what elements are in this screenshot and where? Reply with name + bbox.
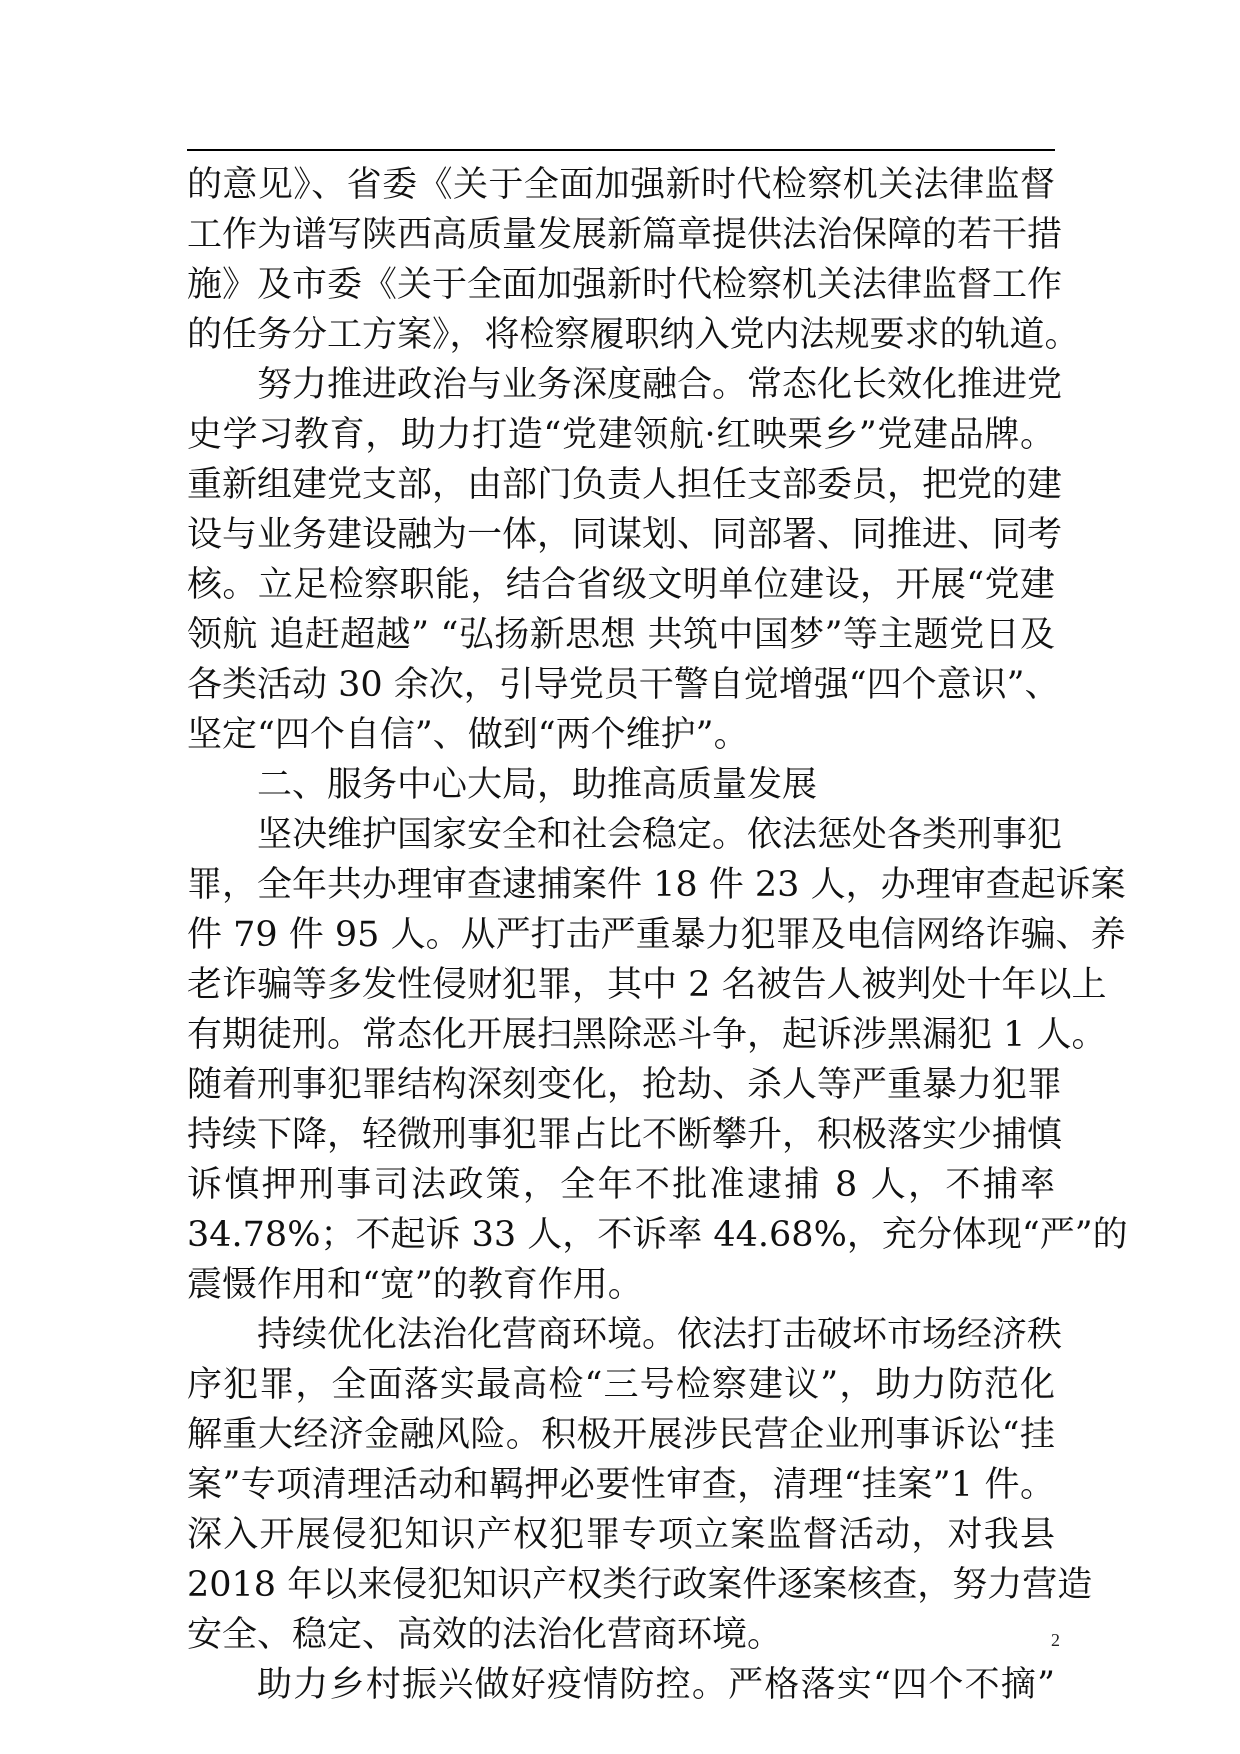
text-line: 坚决维护国家安全和社会稳定。依法惩处各类刑事犯: [257, 815, 1063, 855]
text-line: 的意见》、省委《关于全面加强新时代检察机关法律监督: [187, 165, 1055, 205]
text-line: 坚定“四个自信”、做到“两个维护”。: [187, 715, 749, 755]
text-line: 领航 追赶超越” “弘扬新思想 共筑中国梦”等主题党日及: [187, 615, 1055, 655]
text-line: 工作为谱写陕西高质量发展新篇章提供法治保障的若干措: [187, 215, 1063, 255]
text-line: 的任务分工方案》，将检察履职纳入党内法规要求的轨道。: [187, 315, 1080, 355]
paragraph: [187, 1310, 1093, 1660]
text-line: 诉慎押刑事司法政策，全年不批准逮捕 8 人，不捕率: [187, 1165, 1055, 1205]
paragraph: [187, 160, 1080, 360]
text-line: 助力乡村振兴做好疫情防控。严格落实“四个不摘”: [257, 1665, 1055, 1705]
page-number: 2: [1051, 1630, 1060, 1650]
paragraph: [187, 360, 1063, 760]
text-line: 件 79 件 95 人。从严打击严重暴力犯罪及电信网络诈骗、养: [187, 915, 1126, 955]
text-line: 震慑作用和“宽”的教育作用。: [187, 1265, 643, 1305]
text-line: 努力推进政治与业务深度融合。常态化长效化推进党: [257, 365, 1063, 405]
text-line: 解重大经济金融风险。积极开展涉民营企业刑事诉讼“挂: [187, 1415, 1055, 1455]
text-line: 序犯罪，全面落实最高检“三号检察建议”，助力防范化: [187, 1365, 1055, 1405]
header-rule: [187, 149, 1055, 151]
text-line: 随着刑事犯罪结构深刻变化，抢劫、杀人等严重暴力犯罪: [187, 1065, 1063, 1105]
text-line: 有期徒刑。常态化开展扫黑除恶斗争，起诉涉黑漏犯 1 人。: [187, 1015, 1107, 1055]
paragraph: [187, 1660, 1055, 1710]
text-line: 施》及市委《关于全面加强新时代检察机关法律监督工作: [187, 265, 1063, 305]
text-line: 设与业务建设融为一体，同谋划、同部署、同推进、同考: [187, 515, 1063, 555]
paragraph: [187, 810, 1128, 1310]
text-line: 各类活动 30 余次，引导党员干警自觉增强“四个意识”、: [187, 665, 1060, 705]
text-line: 34.78%；不起诉 33 人，不诉率 44.68%，充分体现“严”的: [187, 1215, 1128, 1255]
text-line: 史学习教育，助力打造“党建领航·红映栗乡”党建品牌。: [187, 415, 1055, 455]
text-line: 老诈骗等多发性侵财犯罪，其中 2 名被告人被判处十年以上: [187, 965, 1107, 1005]
text-line: 安全、稳定、高效的法治化营商环境。: [187, 1615, 783, 1655]
text-line: 核。立足检察职能，结合省级文明单位建设，开展“党建: [187, 565, 1055, 605]
section-heading: 二、服务中心大局，助推高质量发展: [257, 765, 818, 805]
text-line: 持续下降，轻微刑事犯罪占比不断攀升，积极落实少捕慎: [187, 1115, 1063, 1155]
page-body: [187, 160, 1128, 1710]
text-line: 持续优化法治化营商环境。依法打击破坏市场经济秩: [257, 1315, 1063, 1355]
text-line: 罪，全年共办理审查逮捕案件 18 件 23 人，办理审查起诉案: [187, 865, 1126, 905]
text-line: 案”专项清理活动和羁押必要性审查，清理“挂案”1 件。: [187, 1465, 1055, 1505]
text-line: 深入开展侵犯知识产权犯罪专项立案监督活动，对我县: [187, 1515, 1055, 1555]
text-line: 2018 年以来侵犯知识产权类行政案件逐案核查，努力营造: [187, 1565, 1093, 1605]
text-line: 重新组建党支部，由部门负责人担任支部委员，把党的建: [187, 465, 1063, 505]
